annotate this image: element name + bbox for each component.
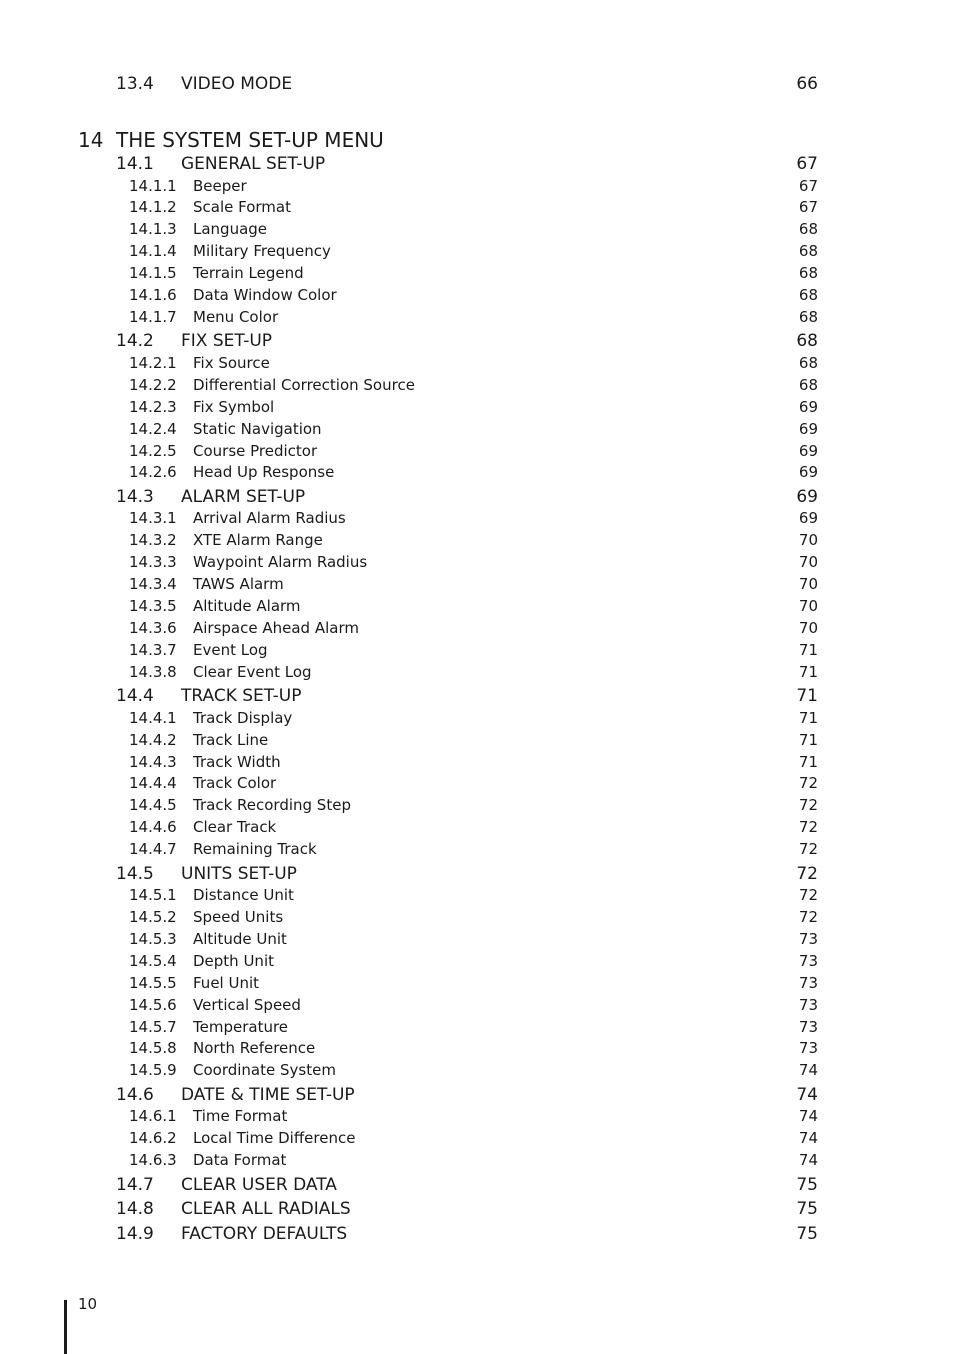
toc-page-number: 75 [796,1223,818,1244]
toc-page-number: 70 [798,553,818,572]
toc-title: Depth Unit [193,951,274,970]
toc-number: 14.6.3 [129,1151,177,1170]
toc-title: North Reference [193,1039,316,1058]
toc-number: 14.4.5 [129,796,177,815]
toc-number: 14.1.6 [129,286,177,304]
toc-title: UNITS SET-UP [181,863,297,884]
toc-page-number: 72 [798,774,818,793]
toc-page-number: 69 [798,509,818,528]
toc-title: TRACK SET-UP [181,686,302,707]
toc-page-number: 74 [798,1107,818,1126]
toc-page-number: 69 [798,463,818,482]
toc-title: Differential Correction Source [193,375,415,394]
toc-title: Course Predictor [193,441,318,460]
toc-title: Terrain Legend [193,264,304,283]
toc-page-number: 73 [798,929,818,948]
toc-title: Fix Symbol [193,397,275,416]
toc-title: Waypoint Alarm Radius [193,553,368,572]
toc-number: 14.4.7 [129,840,177,859]
toc-page-number: 74 [798,1151,818,1170]
toc-title: Distance Unit [193,886,294,905]
toc-number: 14.3.5 [129,597,177,615]
toc-title: THE SYSTEM SET-UP MENU [116,128,384,152]
toc-number: 14.8 [116,1199,154,1220]
toc-page-number: 72 [798,796,818,815]
toc-title: Menu Color [193,307,279,326]
toc-title: Data Window Color [193,286,337,304]
page-number: 10 [78,1295,98,1313]
toc-number: 14.3.4 [129,575,177,594]
toc-title: Track Width [193,752,281,771]
toc-page-number: 69 [796,486,818,507]
toc-number: 14.3.2 [129,531,177,550]
toc-number: 14.3.6 [129,618,177,637]
toc-page-number: 70 [798,531,818,550]
toc-number: 14.1 [116,154,154,174]
toc-number: 14.2.3 [129,397,177,416]
toc-page-number: 72 [798,908,818,926]
toc-number: 14.5.7 [129,1017,177,1036]
toc-title: Altitude Unit [193,929,287,948]
toc-number: 14.5.2 [129,908,177,926]
toc-page-number: 72 [798,818,818,837]
toc-title: Track Recording Step [193,796,351,815]
toc-page-number: 73 [798,973,818,992]
toc-number: 14.1.1 [129,176,177,195]
toc-title: Data Format [193,1151,287,1170]
toc-title: CLEAR ALL RADIALS [181,1199,351,1220]
toc-page-number: 70 [798,575,818,594]
toc-number: 14.3.3 [129,553,177,572]
toc-number: 14.4.1 [129,708,177,727]
toc-number: 13.4 [116,74,154,94]
toc-title: Clear Event Log [193,662,312,681]
toc-page-number: 68 [798,264,818,283]
footer-rule [64,1300,67,1354]
toc-title: Remaining Track [193,840,317,859]
toc-number: 14.4.6 [129,818,177,837]
toc-number: 14.3.7 [129,640,177,659]
toc-number: 14.2.5 [129,441,177,460]
toc-number: 14.4.2 [129,730,177,749]
toc-page-number: 74 [796,1084,818,1105]
toc-page-number: 71 [798,730,818,749]
toc-title: Fix Source [193,353,270,372]
toc-page-number: 73 [798,1017,818,1036]
toc-title: Local Time Difference [193,1129,356,1148]
toc-number: 14.5.4 [129,951,177,970]
toc-page-number: 68 [798,353,818,372]
toc-page-number: 71 [798,662,818,681]
toc-number: 14.3.8 [129,662,177,681]
toc-title: Coordinate System [193,1061,336,1080]
toc-number: 14.3.1 [129,509,177,528]
toc-title: Beeper [193,176,247,195]
toc-number: 14.1.2 [129,198,177,217]
toc-number: 14.5.9 [129,1061,177,1080]
toc-page-number: 66 [796,74,818,94]
toc-page-number: 73 [798,1039,818,1058]
toc-number: 14.6.1 [129,1107,177,1126]
toc-number: 14.2.2 [129,375,177,394]
toc-number: 14.2.1 [129,353,177,372]
toc-title: Static Navigation [193,419,322,438]
toc-title: Arrival Alarm Radius [193,509,346,528]
toc-page-number: 68 [798,286,818,304]
toc-number: 14.6 [116,1084,154,1105]
toc-title: XTE Alarm Range [193,531,323,550]
toc-page-number: 70 [798,618,818,637]
toc-title: Airspace Ahead Alarm [193,618,359,637]
toc-number: 14.7 [116,1174,154,1195]
toc-page-number: 69 [798,441,818,460]
toc-page-number: 69 [798,419,818,438]
toc-number: 14.3 [116,486,154,507]
toc-title: Scale Format [193,198,291,217]
toc-number: 14.9 [116,1223,154,1244]
toc-page-number: 75 [796,1174,818,1195]
toc-title: Event Log [193,640,268,659]
toc-title: VIDEO MODE [181,74,293,94]
toc-number: 14.2 [116,331,154,352]
toc-page-number: 71 [798,752,818,771]
toc-title: Speed Units [193,908,284,926]
toc-number: 14.5.8 [129,1039,177,1058]
toc-page-number: 67 [798,176,818,195]
toc-title: Fuel Unit [193,973,260,992]
toc-title: Altitude Alarm [193,597,301,615]
toc-title: Track Display [193,708,293,727]
toc-title: FIX SET-UP [181,331,273,352]
toc-page-number: 73 [798,995,818,1014]
toc-page-number: 74 [798,1129,818,1148]
toc-title: Track Line [193,730,269,749]
toc-number: 14.2.6 [129,463,177,482]
toc-page-number: 68 [798,220,818,239]
toc-number: 14.4 [116,686,154,707]
toc-number: 14.5.6 [129,995,177,1014]
toc-title: Language [193,220,268,239]
toc-title: DATE & TIME SET-UP [181,1084,355,1105]
toc-page-number: 67 [796,154,818,174]
toc-number: 14.1.3 [129,220,177,239]
toc-page-number: 67 [798,198,818,217]
toc-page-number: 68 [796,331,818,352]
toc-page-number: 74 [798,1061,818,1080]
toc-number: 14 [78,128,104,152]
toc-number: 14.1.5 [129,264,177,283]
toc-number: 14.4.3 [129,752,177,771]
toc-number: 14.6.2 [129,1129,177,1148]
toc-number: 14.5.1 [129,886,177,905]
toc-title: Track Color [193,774,277,793]
toc-title: FACTORY DEFAULTS [181,1223,348,1244]
toc-title: GENERAL SET-UP [181,154,326,174]
toc-title: TAWS Alarm [193,575,284,594]
toc-title: CLEAR USER DATA [181,1174,337,1195]
toc-page-number: 69 [798,397,818,416]
toc-page-number: 68 [798,242,818,261]
toc-page-number: 73 [798,951,818,970]
toc-title: Vertical Speed [193,995,301,1014]
toc-page-number: 70 [798,597,818,615]
toc-page-number: 71 [798,640,818,659]
toc-number: 14.5 [116,863,154,884]
toc-page-number: 72 [796,863,818,884]
toc-title: Time Format [193,1107,288,1126]
toc-page-number: 72 [798,840,818,859]
toc-number: 14.5.3 [129,929,177,948]
toc-title: Temperature [193,1017,289,1036]
toc-page-number: 68 [798,375,818,394]
toc-page-number: 71 [796,686,818,707]
toc-page-number: 68 [798,307,818,326]
toc-number: 14.4.4 [129,774,177,793]
toc-title: Military Frequency [193,242,331,261]
toc-title: Head Up Response [193,463,335,482]
toc-page-number: 72 [798,886,818,905]
toc-page-number: 75 [796,1199,818,1220]
toc-number: 14.1.7 [129,307,177,326]
toc-title: Clear Track [193,818,277,837]
toc-page-number: 71 [798,708,818,727]
toc-number: 14.2.4 [129,419,177,438]
toc-title: ALARM SET-UP [181,486,306,507]
toc-number: 14.1.4 [129,242,177,261]
toc-number: 14.5.5 [129,973,177,992]
